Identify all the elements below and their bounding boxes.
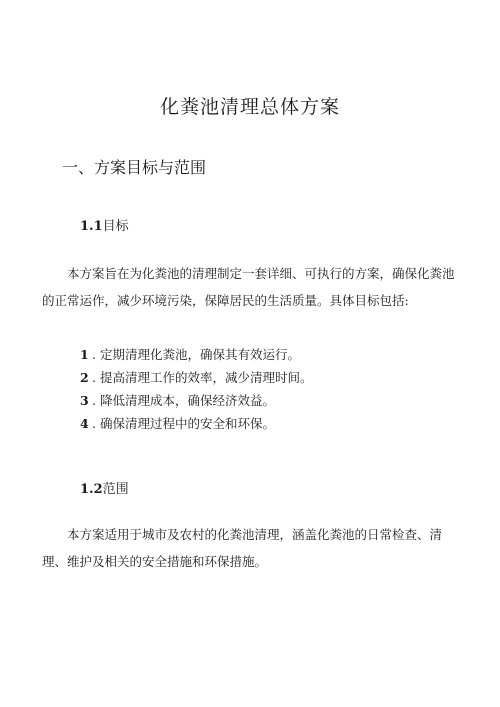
scope-paragraph: 本方案适用于城市及农村的化粪池清理，涵盖化粪池的日常检查、清理、维护及相关的安全措施和环保措施。 <box>42 527 443 569</box>
subsection-heading-goals <box>80 215 129 234</box>
list-item <box>80 412 312 435</box>
list-item-text: . 提高清理工作的效率，减少清理时间。 <box>92 370 313 385</box>
list-item <box>80 389 312 412</box>
goals-intro-paragraph: 本方案旨在为化粪池的清理制定一套详细、可执行的方案，确保化粪池的正常运作，减少环境污染，保障居民的生活质量。具体目标包括: <box>42 266 455 308</box>
list-item-text: . 降低清理成本，确保经济效益。 <box>92 393 275 408</box>
subsection-number: 1.2 <box>80 482 103 497</box>
list-item <box>80 343 312 366</box>
goals-list <box>80 343 312 435</box>
document-title: 化粪池清理总体方案 <box>159 96 340 118</box>
subsection-number: 1.1 <box>80 219 103 234</box>
list-item-number: 1 <box>80 347 89 362</box>
list-item-number: 3 <box>80 393 89 408</box>
subsection-heading-scope <box>80 478 129 497</box>
list-item-text: . 确保清理过程中的安全和环保。 <box>92 416 275 431</box>
list-item-number: 4 <box>80 416 89 431</box>
list-item-text: . 定期清理化粪池，确保其有效运行。 <box>92 347 300 362</box>
subsection-label: 目标 <box>102 219 129 234</box>
list-item-number: 2 <box>80 370 89 385</box>
list-item <box>80 366 312 389</box>
section-heading: 一、方案目标与范围 <box>62 158 207 177</box>
subsection-label: 范围 <box>102 482 129 497</box>
